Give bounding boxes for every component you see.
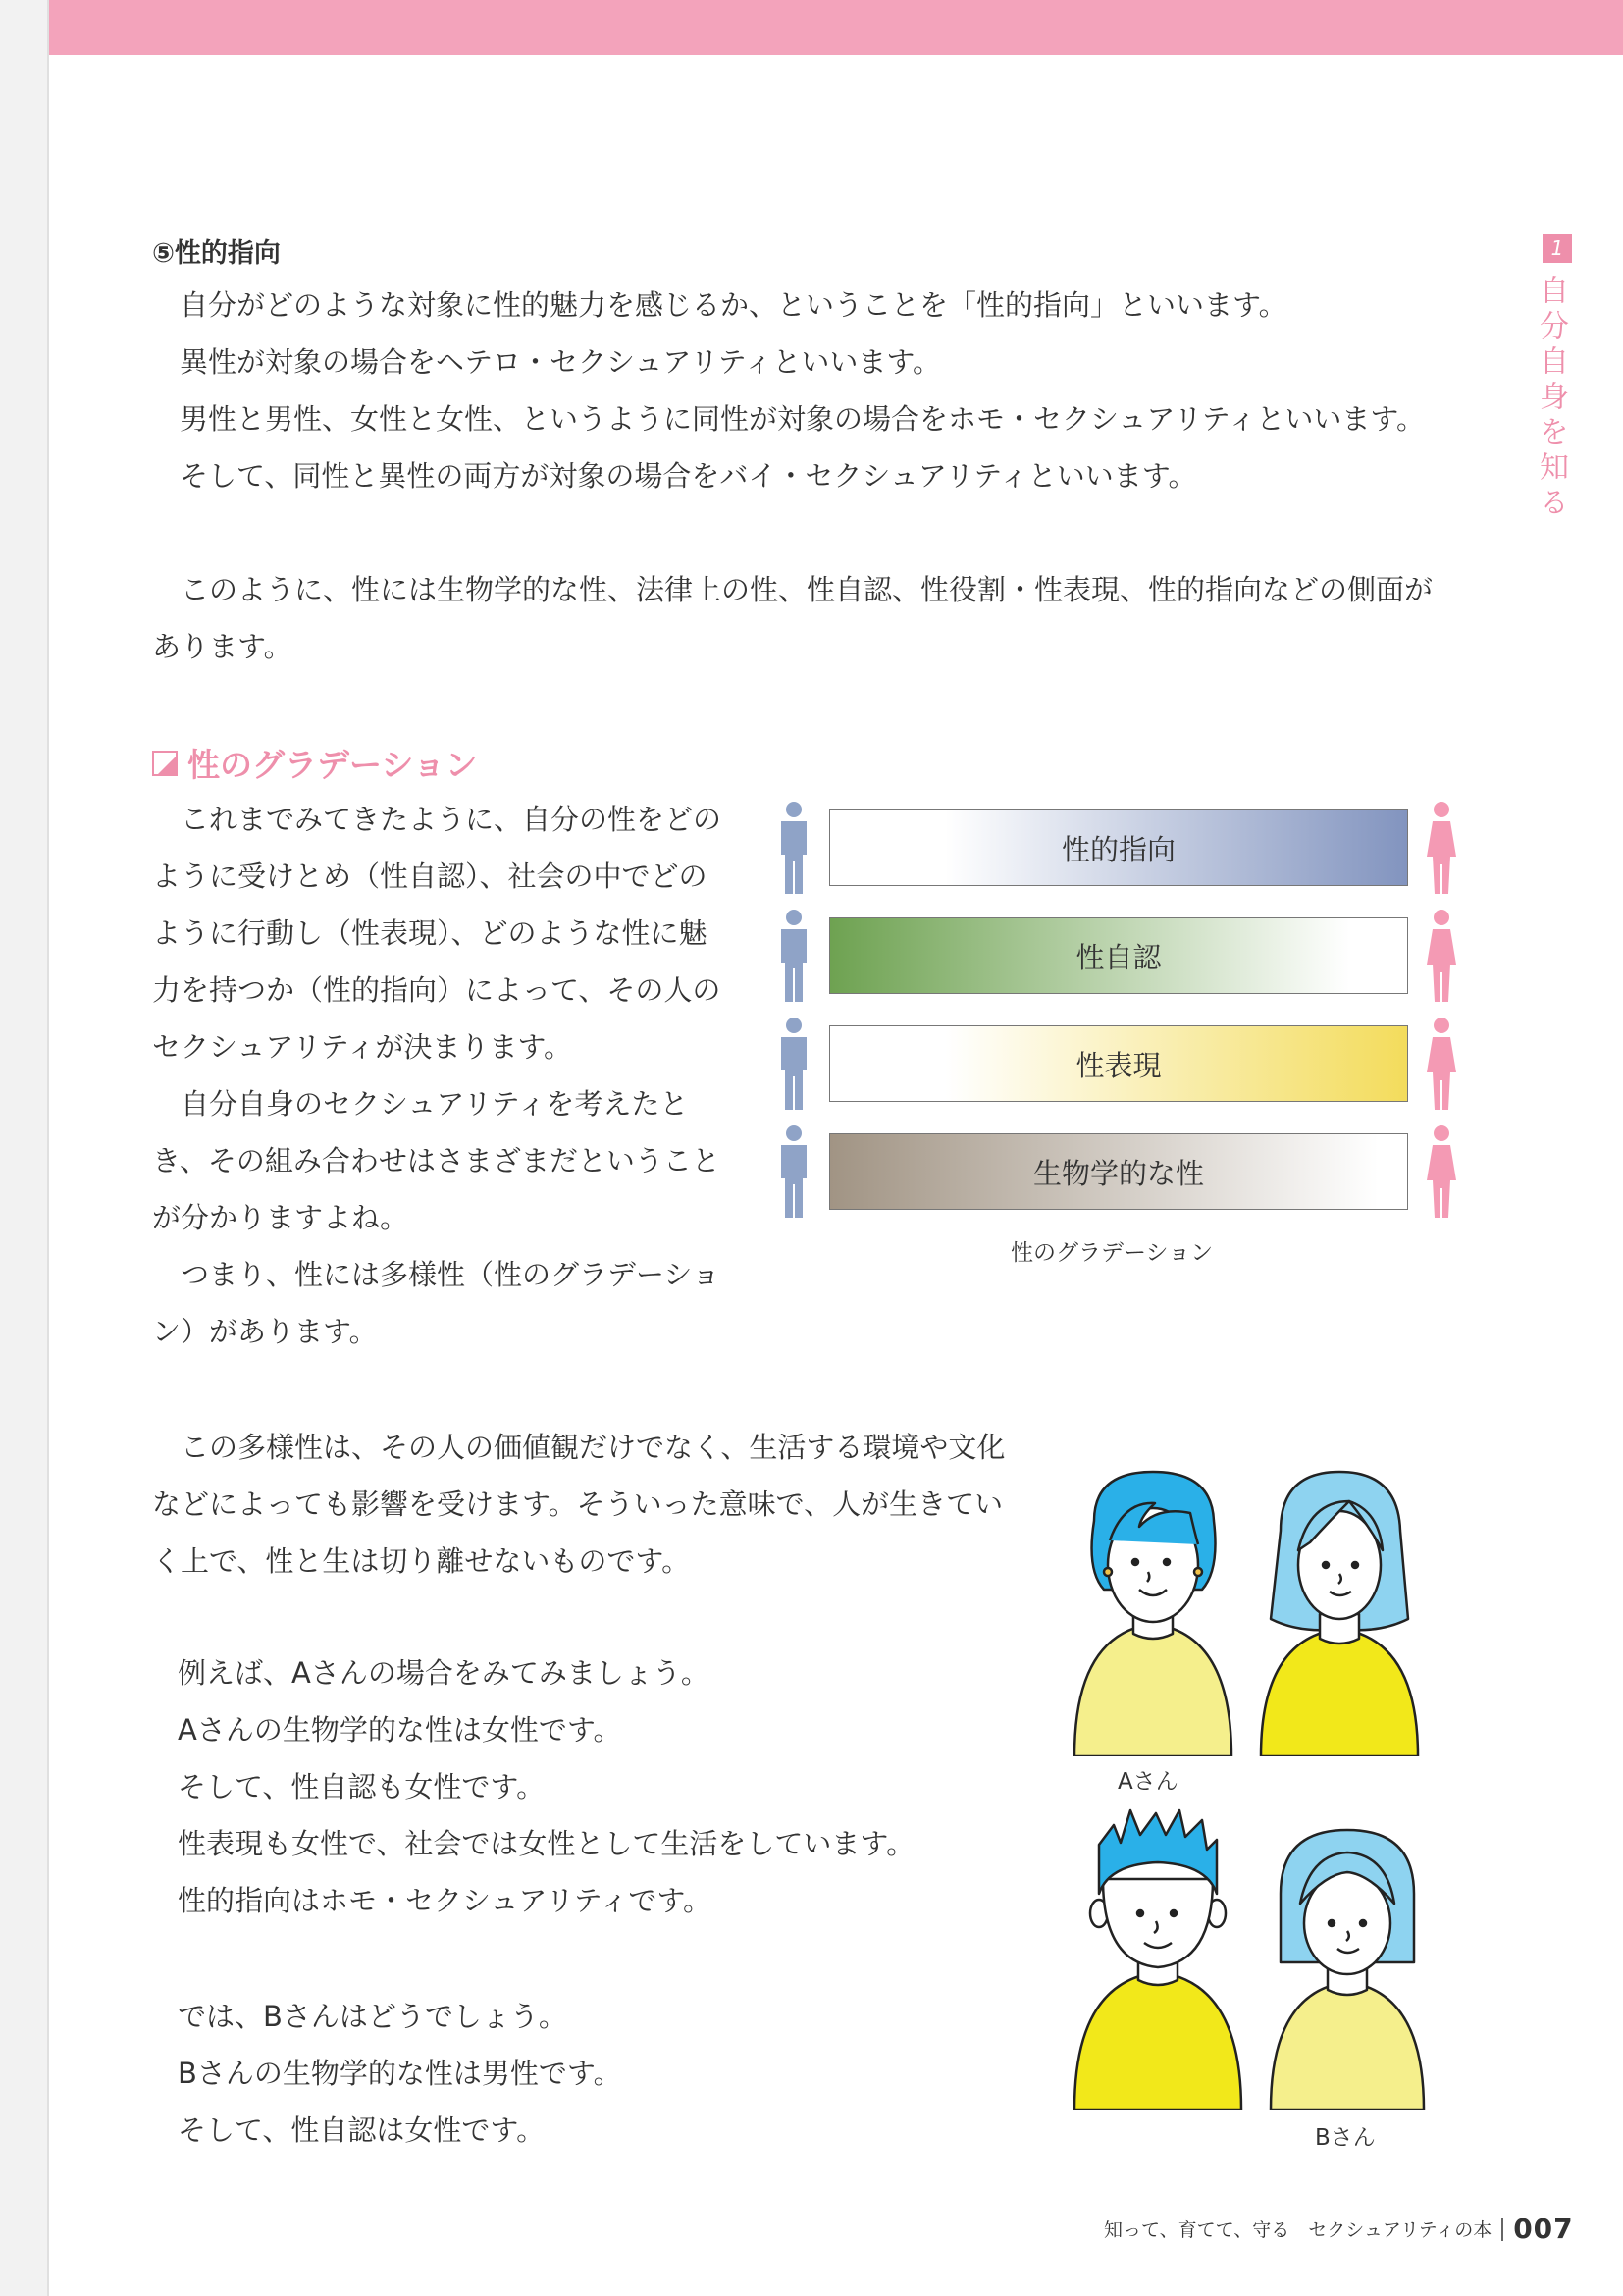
body-line: そして、性自認も女性です。 — [178, 1770, 546, 1803]
body-line: 異性が対象の場合をヘテロ・セクシュアリティといいます。 — [180, 345, 942, 379]
body-line: ように受けとめ（性自認）、社会の中でどの — [152, 860, 707, 893]
female-figure-icon — [1423, 1016, 1460, 1114]
person-spiky-hair — [1074, 1810, 1241, 2110]
body-line: ン）があります。 — [152, 1315, 378, 1348]
male-figure-icon — [775, 1016, 812, 1114]
body-line: 力を持つか（性的指向）によって、その人の — [152, 973, 721, 1007]
footer-divider — [1501, 2218, 1503, 2241]
person-long-hair — [1261, 1472, 1418, 1756]
figure-caption: 性のグラデーション — [1011, 1240, 1214, 1266]
b-san-label: Bさん — [1315, 2125, 1376, 2151]
body-line: 男性と男性、女性と女性、というように同性が対象の場合をホモ・セクシュアリティといいます。 — [180, 402, 1426, 436]
section-marker-icon — [152, 751, 178, 776]
female-figure-icon — [1423, 800, 1460, 898]
summary-paragraph — [152, 561, 1433, 675]
body-line: そして、性自認は女性です。 — [178, 2113, 546, 2147]
page-footer — [1104, 2213, 1574, 2245]
person-short-hair — [1074, 1472, 1231, 1756]
body-line: 自分自身のセクシュアリティを考えたと — [152, 1087, 689, 1121]
body-line: この多様性は、その人の価値観だけでなく、生活する環境や文化 — [152, 1431, 1006, 1464]
body-line: 自分がどのような対象に性的魅力を感じるか、ということを「性的指向」といいます。 — [180, 288, 1287, 322]
female-figure-icon — [1423, 1123, 1460, 1222]
male-figure-icon — [775, 1123, 812, 1222]
gradation-row-sexual-orientation — [775, 800, 1467, 888]
header-bar — [49, 0, 1623, 55]
body-line: 性表現も女性で、社会では女性として生活をしています。 — [178, 1827, 916, 1860]
bar-biological-sex: 生物学的な性 — [829, 1133, 1408, 1210]
gradation-row-biological-sex — [775, 1123, 1467, 1212]
body-line: これまでみてきたように、自分の性をどの — [152, 803, 722, 836]
section-heading: ⑤性的指向 — [152, 238, 281, 269]
male-figure-icon — [775, 908, 812, 1006]
body-line: が分かりますよね。 — [152, 1201, 409, 1234]
gradation-body — [152, 791, 721, 1360]
section-title-text: 性のグラデーション — [187, 746, 478, 784]
gradation-row-gender-expression — [775, 1016, 1467, 1104]
body-line: あります。 — [152, 630, 292, 663]
chapter-title: 自分自身を知る — [1534, 275, 1568, 522]
page-number: 007 — [1513, 2213, 1574, 2245]
body-line: セクシュアリティが決まります。 — [152, 1030, 573, 1064]
section5-body — [180, 277, 1425, 504]
male-figure-icon — [775, 800, 812, 898]
body-line: では、Bさんはどうでしょう。 — [178, 2000, 567, 2033]
gradation-section-title — [152, 740, 478, 786]
diversity-paragraph — [152, 1419, 1005, 1590]
body-line: そして、同性と異性の両方が対象の場合をバイ・セクシュアリティといいます。 — [180, 459, 1197, 493]
bar-gender-identity: 性自認 — [829, 917, 1408, 994]
example-a-paragraph — [178, 1644, 915, 1929]
b-san-illustration — [1070, 1805, 1433, 2110]
body-line: 例えば、Aさんの場合をみてみましょう。 — [178, 1656, 709, 1690]
a-san-label: Aさん — [1118, 1769, 1178, 1795]
person-bob-hair — [1271, 1830, 1424, 2110]
body-line: 性的指向はホモ・セクシュアリティです。 — [178, 1884, 712, 1917]
body-line: などによっても影響を受けます。そういった意味で、人が生きてい — [152, 1487, 1004, 1521]
gradation-figure — [775, 800, 1467, 1271]
bar-sexual-orientation: 性的指向 — [829, 809, 1408, 886]
body-line: ように行動し（性表現）、どのような性に魅 — [152, 916, 707, 950]
bar-gender-expression: 性表現 — [829, 1025, 1408, 1102]
gradation-row-gender-identity — [775, 908, 1467, 996]
body-line: このように、性には生物学的な性、法律上の性、性自認、性役割・性表現、性的指向などの側面が — [152, 573, 1434, 606]
page-gutter — [0, 0, 49, 2296]
body-line: Bさんの生物学的な性は男性です。 — [178, 2057, 622, 2090]
body-line: く上で、性と生は切り離せないものです。 — [152, 1544, 691, 1578]
a-san-illustration — [1065, 1462, 1428, 1756]
body-line: Aさんの生物学的な性は女性です。 — [178, 1713, 622, 1747]
body-line: つまり、性には多様性（性のグラデーショ — [152, 1258, 720, 1291]
female-figure-icon — [1423, 908, 1460, 1006]
book-title: 知って、育てて、守る セクシュアリティの本 — [1104, 2219, 1492, 2241]
chapter-number-badge: 1 — [1543, 234, 1572, 263]
example-b-paragraph — [178, 1988, 622, 2159]
body-line: き、その組み合わせはさまざまだということ — [152, 1144, 720, 1177]
page-edge — [47, 0, 49, 2296]
